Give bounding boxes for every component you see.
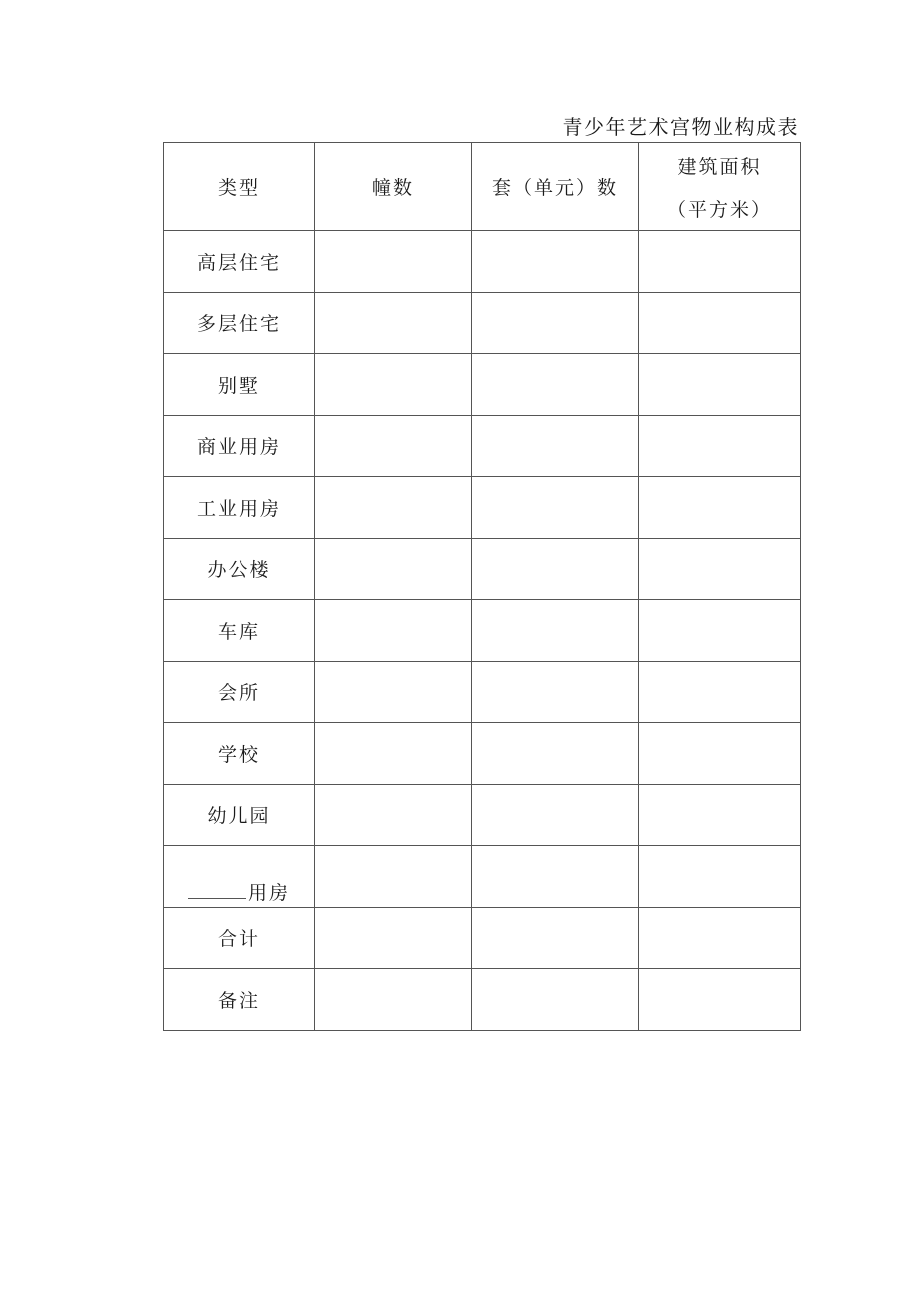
- cell-unit-count: [472, 600, 639, 662]
- cell-floor-area: [639, 907, 801, 969]
- cell-unit-count: [472, 723, 639, 785]
- cell-floor-area: [639, 354, 801, 416]
- cell-floor-area: [639, 538, 801, 600]
- cell-unit-count: [472, 354, 639, 416]
- cell-floor-area: [639, 969, 801, 1031]
- cell-unit-count: [472, 661, 639, 723]
- row-label-clubhouse: 会所: [164, 661, 315, 723]
- cell-building-count: [315, 723, 472, 785]
- table-row: [164, 784, 801, 846]
- cell-floor-area: [639, 846, 801, 908]
- cell-building-count: [315, 477, 472, 539]
- fill-in-blank[interactable]: [188, 880, 246, 899]
- header-floor-area-line1: 建筑面积: [677, 155, 762, 178]
- row-label-school: 学校: [164, 723, 315, 785]
- table-row: [164, 723, 801, 785]
- cell-building-count: [315, 661, 472, 723]
- cell-unit-count: [472, 846, 639, 908]
- cell-unit-count: [472, 969, 639, 1031]
- cell-building-count: [315, 231, 472, 293]
- cell-building-count: [315, 600, 472, 662]
- table-row: [164, 292, 801, 354]
- row-label-garage: 车库: [164, 600, 315, 662]
- header-building-count: 幢数: [315, 143, 472, 231]
- table-row: [164, 846, 801, 908]
- table-row: [164, 969, 801, 1031]
- cell-floor-area: [639, 784, 801, 846]
- row-label-custom-use: [164, 846, 315, 908]
- property-composition-table: [163, 142, 801, 1031]
- row-label-industrial: 工业用房: [164, 477, 315, 539]
- cell-floor-area: [639, 292, 801, 354]
- cell-floor-area: [639, 477, 801, 539]
- header-type: 类型: [164, 143, 315, 231]
- cell-floor-area: [639, 661, 801, 723]
- table-row: [164, 231, 801, 293]
- cell-building-count: [315, 784, 472, 846]
- cell-floor-area: [639, 600, 801, 662]
- cell-floor-area: [639, 723, 801, 785]
- document-title: 青少年艺术宫物业构成表: [562, 115, 799, 139]
- row-label-kindergarten: 幼儿园: [164, 784, 315, 846]
- cell-unit-count: [472, 907, 639, 969]
- header-floor-area: [639, 143, 801, 231]
- cell-building-count: [315, 538, 472, 600]
- header-floor-area-unit: （平方米）: [666, 198, 772, 221]
- cell-floor-area: [639, 415, 801, 477]
- cell-unit-count: [472, 415, 639, 477]
- cell-unit-count: [472, 231, 639, 293]
- row-label-highrise-residential: 高层住宅: [164, 231, 315, 293]
- row-label-office: 办公楼: [164, 538, 315, 600]
- cell-building-count: [315, 969, 472, 1031]
- row-label-custom-use-text: 用房: [247, 881, 290, 904]
- cell-building-count: [315, 292, 472, 354]
- cell-building-count: [315, 354, 472, 416]
- table-row: [164, 415, 801, 477]
- table-row: [164, 600, 801, 662]
- table-row: [164, 538, 801, 600]
- cell-unit-count: [472, 784, 639, 846]
- row-label-commercial: 商业用房: [164, 415, 315, 477]
- row-label-villa: 别墅: [164, 354, 315, 416]
- row-label-remarks: 备注: [164, 969, 315, 1031]
- cell-building-count: [315, 846, 472, 908]
- cell-building-count: [315, 907, 472, 969]
- cell-floor-area: [639, 231, 801, 293]
- cell-unit-count: [472, 292, 639, 354]
- cell-unit-count: [472, 538, 639, 600]
- row-label-total: 合计: [164, 907, 315, 969]
- cell-building-count: [315, 415, 472, 477]
- row-label-multistory-residential: 多层住宅: [164, 292, 315, 354]
- table-row: [164, 477, 801, 539]
- table-header-row: [164, 143, 801, 231]
- table-row: [164, 661, 801, 723]
- cell-unit-count: [472, 477, 639, 539]
- header-unit-count: 套（单元）数: [472, 143, 639, 231]
- table-row: [164, 907, 801, 969]
- table-row: [164, 354, 801, 416]
